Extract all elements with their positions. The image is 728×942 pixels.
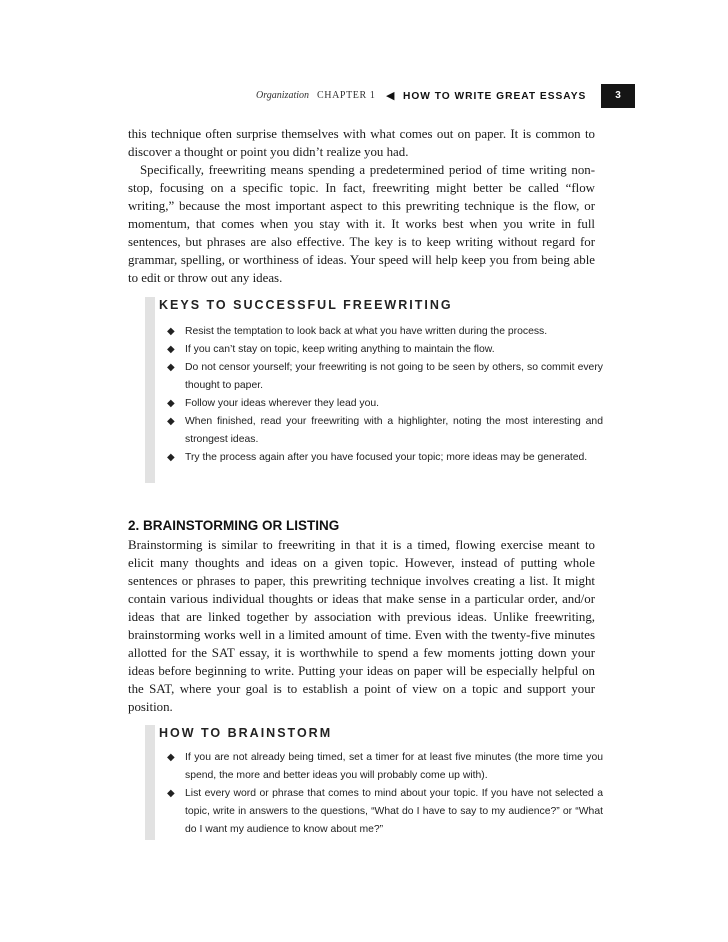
header-book-title: HOW TO WRITE GREAT ESSAYS [403, 91, 587, 102]
diamond-bullet-icon: ◆ [167, 788, 175, 799]
page-number: 3 [615, 90, 621, 101]
sidebar-accent-bar [145, 297, 155, 483]
list-item [167, 323, 603, 341]
section-2-text [128, 536, 595, 716]
freewriting-tips-list [167, 323, 603, 467]
diamond-bullet-icon: ◆ [167, 362, 175, 373]
list-item-text: When finished, read your freewriting with a highlighter, noting the most interesting and strongest ideas. [185, 416, 603, 445]
brainstorm-tips-sidebar [145, 725, 605, 840]
diamond-bullet-icon: ◆ [167, 416, 175, 427]
header-chapter-label: CHAPTER 1 [317, 90, 376, 101]
diamond-bullet-icon: ◆ [167, 752, 175, 763]
header-section-label: Organization [256, 90, 309, 101]
list-item [167, 359, 603, 395]
list-item-text: List every word or phrase that comes to mind about your topic. If you have not selected a topic, write in answers to the questions, “What do I have to say to my audience?” or “What do I want my audience to know about me?” [185, 788, 603, 835]
freewriting-tips-sidebar [145, 297, 605, 483]
page-number-box [601, 84, 635, 108]
list-item-text: If you are not already being timed, set a timer for at least five minutes (the more time you spend, the more and better ideas you will probably come up with). [185, 752, 603, 781]
diamond-bullet-icon: ◆ [167, 344, 175, 355]
section-2-paragraph: Brainstorming is similar to freewriting in that it is a timed, flowing exercise meant to elicit many thoughts and ideas on a given topic. However, instead of putting whole sentences or phrases to paper, this prewriting technique involves creating a list. It might contain various individual thoughts or ideas that make sense in a particular order, and/or ideas that are linked together by association with previous ideas. Unlike freewriting, brainstorming works well in a limited amount of time. Even with the twenty-five minutes allotted for the SAT essay, it is worthwhile to spend a few moments jotting down your ideas before beginning to write. Putting your ideas on paper will be especially helpful on the SAT, where your goal is to establish a point of view on a topic and support your position. [128, 538, 595, 714]
diamond-bullet-icon: ◆ [167, 398, 175, 409]
diamond-bullet-icon: ◆ [167, 326, 175, 337]
list-item-text: Resist the temptation to look back at what you have written during the process. [185, 326, 548, 337]
section-heading: 2. BRAINSTORMING OR LISTING [128, 518, 340, 533]
list-item-text: Try the process again after you have focused your topic; more ideas may be generated. [185, 452, 588, 463]
list-item-text: Follow your ideas wherever they lead you. [185, 398, 380, 409]
running-header [0, 89, 728, 109]
list-item [167, 413, 603, 449]
list-item [167, 341, 603, 359]
list-item [167, 449, 603, 467]
brainstorm-tips-list [167, 749, 603, 839]
sidebar-accent-bar [145, 725, 155, 840]
left-triangle-icon: ◀ [386, 89, 395, 102]
intro-paragraph-1: this technique often surprise themselves with what comes out on paper. It is common to discover a thought or point you didn’t realize you had. [128, 127, 595, 159]
list-item [167, 785, 603, 839]
sidebar-title: KEYS TO SUCCESSFUL FREEWRITING [159, 298, 453, 312]
diamond-bullet-icon: ◆ [167, 452, 175, 463]
intro-paragraph-2: Specifically, freewriting means spending a predetermined period of time writing non-stop, focusing on a specific topic. In fact, freewriting might better be called “flow writing,” because the most important aspect to this prewriting technique is the flow, or momentum, that comes when you stay with it. It works best when you write in full sentences, but phrases are also effective. The key is to keep writing without regard for grammar, spelling, or worthiness of ideas. Your speed will help keep you from being able to edit or throw out any ideas. [128, 163, 595, 285]
list-item-text: If you can’t stay on topic, keep writing anything to maintain the flow. [185, 344, 495, 355]
list-item-text: Do not censor yourself; your freewriting is not going to be seen by others, so commit every thought to paper. [185, 362, 603, 391]
list-item [167, 395, 603, 413]
intro-text [128, 125, 595, 287]
sidebar-title: HOW TO BRAINSTORM [159, 726, 333, 740]
list-item [167, 749, 603, 785]
